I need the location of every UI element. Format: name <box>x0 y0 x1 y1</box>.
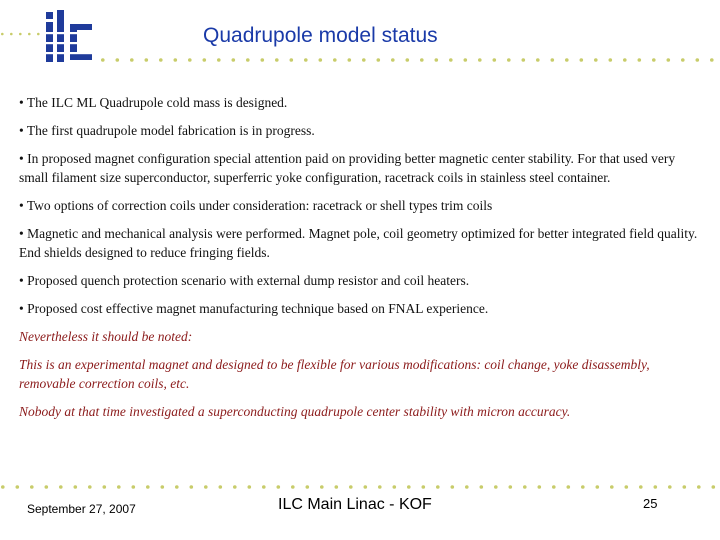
bullet-item: • Magnetic and mechanical analysis were performed. Magnet pole, coil geometry optimized for better integrated field quality. End shields designed to reduce fringing fields. <box>19 226 698 260</box>
ilc-logo <box>44 8 96 66</box>
footer-title: ILC Main Linac - KOF <box>278 496 432 513</box>
bullet-item: • Two options of correction coils under consideration: racetrack or shell types trim coils <box>19 198 493 213</box>
note-heading: Nevertheless it should be noted: <box>19 329 193 344</box>
header-dot-rule <box>100 56 720 64</box>
bullet-item: • Proposed quench protection scenario with external dump resistor and coil heaters. <box>19 273 470 288</box>
content-body <box>19 93 705 430</box>
page-title: Quadrupole model status <box>203 24 438 47</box>
page-number: 25 <box>643 496 658 511</box>
bullet-item: • The ILC ML Quadrupole cold mass is designed. <box>19 95 288 110</box>
bullet-item: • In proposed magnet configuration special attention paid on providing better magnetic center stability. For that used very small filament size superconductor, superferric yoke configuration, racetrack coils in stainless steel container. <box>19 151 676 185</box>
note-text: This is an experimental magnet and designed to be flexible for various modifications: coil change, yoke disassembly, removable correction coils, etc. <box>19 357 650 391</box>
footer-dot-rule <box>0 483 720 491</box>
footer-date: September 27, 2007 <box>27 502 136 516</box>
bullet-item: • Proposed cost effective magnet manufacturing technique based on FNAL experience. <box>19 301 489 316</box>
bullet-item: • The first quadrupole model fabrication is in progress. <box>19 123 315 138</box>
header-dot-left <box>0 30 44 38</box>
note-text: Nobody at that time investigated a superconducting quadrupole center stability with micron accuracy. <box>19 404 571 419</box>
